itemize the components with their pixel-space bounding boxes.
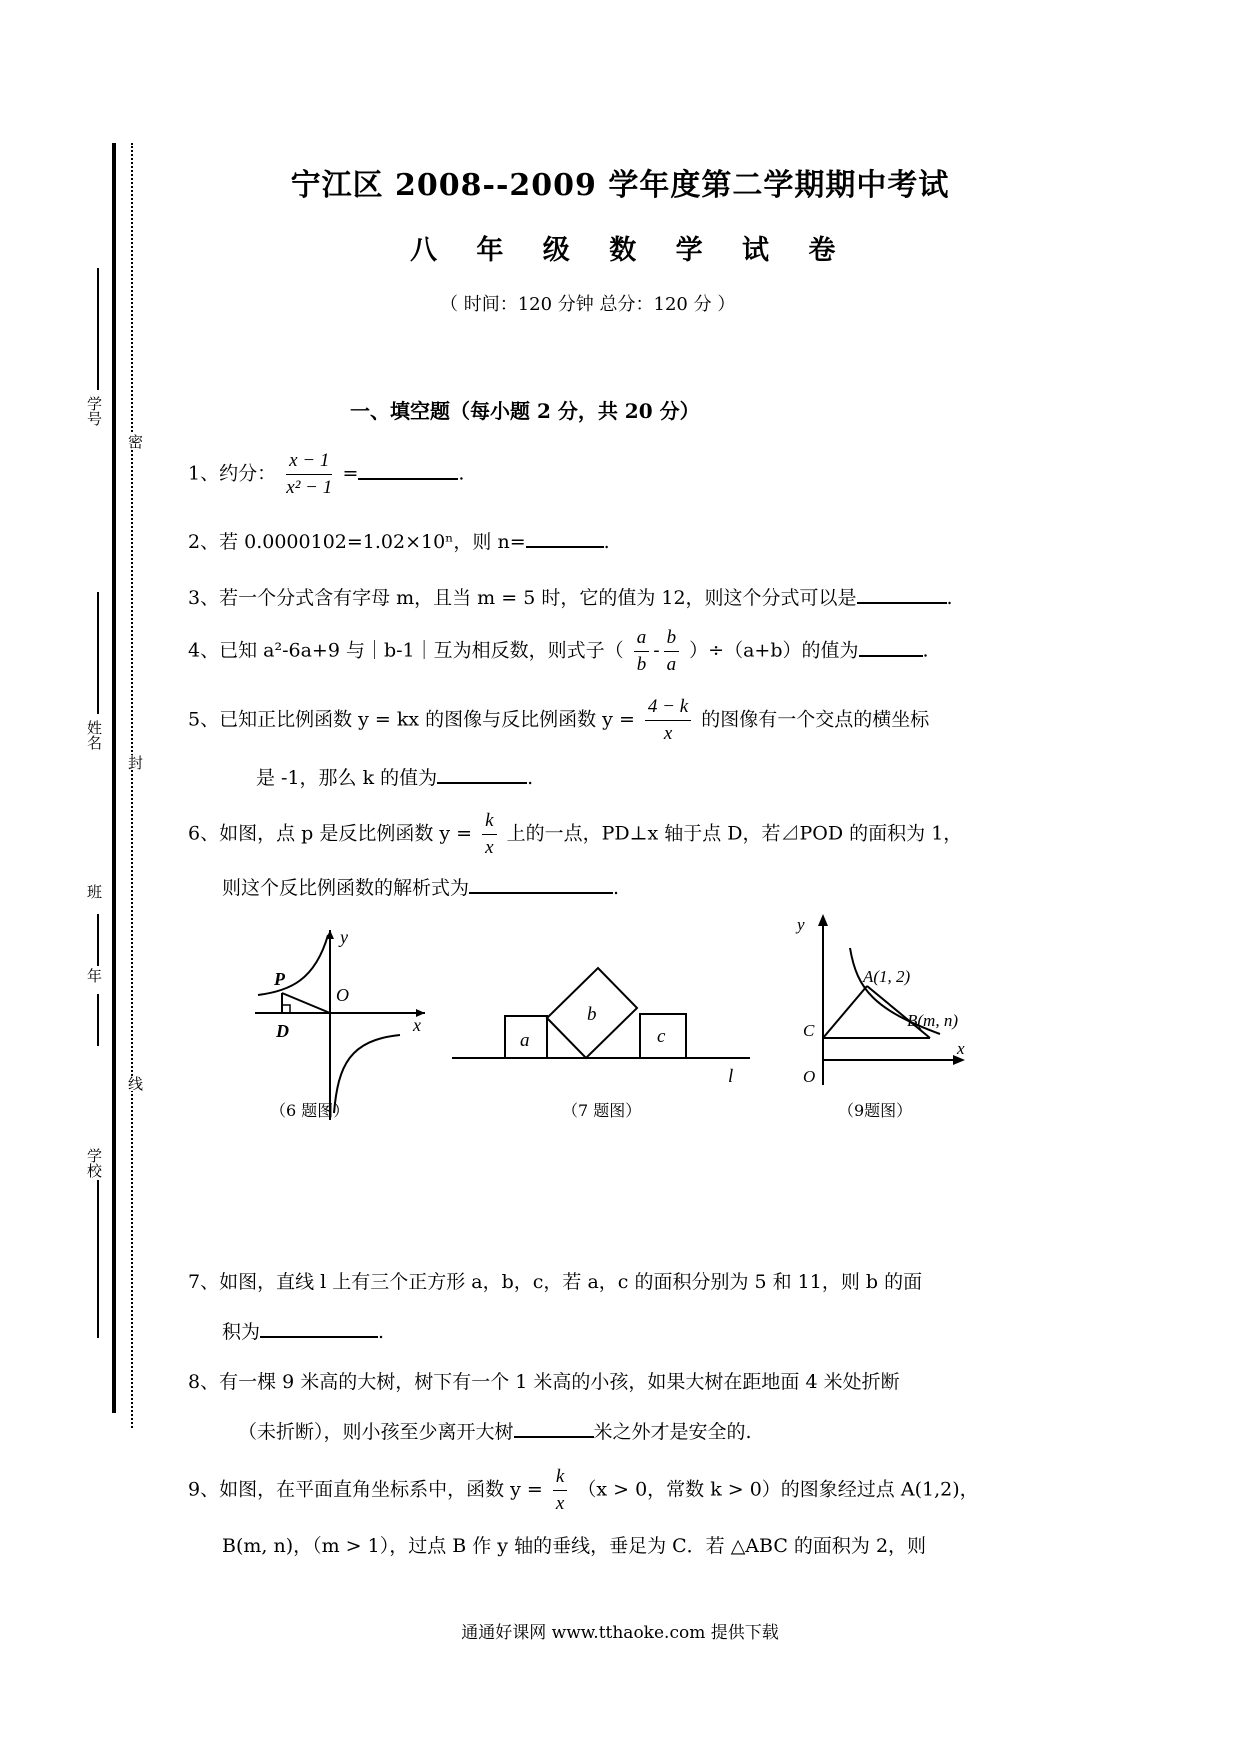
q3-answer-blank[interactable] — [857, 584, 947, 604]
fig9-o-label: O — [803, 1067, 816, 1086]
question-6-line-2: 则这个反比例函数的解析式为 . — [222, 874, 619, 902]
figure-9 — [795, 910, 985, 1090]
question-4: 4、已知 a²-6a+9 与｜b-1｜互为相反数，则式子（ $\frac{a}{b}$ - $\frac{b}{a}$ ）÷（a+b）的值为 . — [188, 625, 929, 678]
fig6-x-label: x — [413, 1015, 421, 1035]
q6-fraction: $\frac{k}{x}$ — [482, 808, 496, 861]
q6-answer-blank[interactable] — [469, 874, 613, 894]
figure-7 — [450, 930, 755, 1085]
question-9-line-2: B(m, n)，（m > 1），过点 B 作 y 轴的垂线，垂足为 C．若 △ABC 的面积为 2，则 — [222, 1535, 927, 1557]
seal-mi: 密 — [126, 434, 144, 449]
section-heading: 一、填空题（每小题 2 分，共 20 分） — [350, 399, 700, 423]
question-6: 6、如图，点 p 是反比例函数 y = $\frac{k}{x}$ 上的一点，PD⊥x 轴于点 D，若⊿POD 的面积为 1， — [188, 808, 962, 861]
grade-blank[interactable] — [97, 994, 99, 1046]
seal-feng: 封 — [126, 755, 144, 770]
question-9: 9、如图，在平面直角坐标系中，函数 y = $\frac{k}{x}$ （x > 0，常数 k > 0）的图象经过点 A(1,2)， — [188, 1464, 979, 1517]
exam-info: （ 时间：120 分钟 总分：120 分 ） — [440, 294, 736, 315]
binding-line-thick — [112, 143, 116, 1413]
question-7-line-2: 积为 . — [222, 1318, 384, 1346]
q5-fraction: $\frac{4 - k}{x}$ — [645, 694, 691, 747]
fig6-d-label: D — [276, 1021, 289, 1041]
fig9-c-label: C — [803, 1021, 815, 1040]
question-8-line-2: （未折断），则小孩至少离开大树 米之外才是安全的. — [238, 1418, 752, 1446]
fig9-a-label: A(1, 2) — [863, 967, 911, 986]
student-no-blank[interactable] — [97, 268, 99, 390]
figure-9-caption: （9题图） — [838, 1101, 913, 1120]
binding-line-dotted — [131, 143, 133, 1428]
q5-answer-blank[interactable] — [437, 764, 527, 784]
page-subtitle: 八 年 级 数 学 试 卷 — [410, 235, 851, 266]
school-blank[interactable] — [97, 1180, 99, 1338]
figure-7-caption: （7 题图） — [562, 1101, 642, 1120]
fig7-b-label: b — [587, 1004, 597, 1025]
school-label: 学校 — [85, 1148, 103, 1178]
name-label: 姓名 — [85, 720, 103, 750]
fig9-x-label: x — [957, 1039, 965, 1058]
grade-label: 年 — [85, 968, 103, 983]
q4-answer-blank[interactable] — [859, 637, 923, 657]
page-footer: 通通好课网 www.tthaoke.com 提供下载 — [461, 1623, 779, 1643]
figure-6-caption: （6 题图） — [270, 1101, 350, 1120]
student-no-label: 学号 — [85, 396, 103, 426]
q4-fraction-1: $\frac{a}{b}$ — [634, 625, 650, 678]
q9-fraction: $\frac{k}{x}$ — [553, 1464, 567, 1517]
class-blank[interactable] — [97, 914, 99, 966]
fig6-y-label: y — [340, 927, 348, 947]
figure-6 — [250, 925, 430, 1125]
seal-xian: 线 — [126, 1076, 144, 1091]
name-blank[interactable] — [97, 592, 99, 714]
q7-answer-blank[interactable] — [260, 1318, 378, 1338]
question-5-line-2: 是 -1，那么 k 的值为 . — [256, 764, 533, 792]
q1-fraction: $\frac{x - 1}{\text{x² − 1}}$ — [286, 450, 333, 498]
question-1: 1、约分： $\frac{x - 1}{\text{x² − 1}}$ = . — [188, 448, 464, 501]
q8-answer-blank[interactable] — [514, 1418, 594, 1438]
question-2: 2、若 0.0000102=1.02×10ⁿ，则 n= . — [188, 528, 610, 556]
fig6-o-label: O — [336, 985, 349, 1005]
q4-fraction-2: $\frac{b}{a}$ — [664, 625, 680, 678]
fig6-p-label: P — [274, 969, 285, 989]
fig7-a-label: a — [520, 1030, 530, 1051]
class-label: 班 — [85, 884, 103, 899]
fig7-c-label: c — [657, 1026, 666, 1047]
fig9-y-label: y — [797, 915, 805, 934]
question-3: 3、若一个分式含有字母 m，且当 m = 5 时，它的值为 12，则这个分式可以是 . — [188, 584, 953, 612]
q2-answer-blank[interactable] — [526, 528, 604, 548]
page-title: 宁江区 2008--2009 学年度第二学期期中考试 — [290, 168, 950, 203]
fig9-b-label: B(m, n) — [907, 1011, 958, 1030]
question-5: 5、已知正比例函数 y = kx 的图像与反比例函数 y = $\frac{4 - k}{x}$ 的图像有一个交点的横坐标 — [188, 694, 929, 747]
question-8: 8、有一棵 9 米高的大树，树下有一个 1 米高的小孩，如果大树在距地面 4 米处折断 — [188, 1371, 900, 1393]
question-7: 7、如图，直线 l 上有三个正方形 a，b，c，若 a，c 的面积分别为 5 和 11，则 b 的面 — [188, 1271, 923, 1293]
fig7-l-label: l — [728, 1066, 734, 1085]
q1-answer-blank[interactable] — [358, 460, 458, 480]
